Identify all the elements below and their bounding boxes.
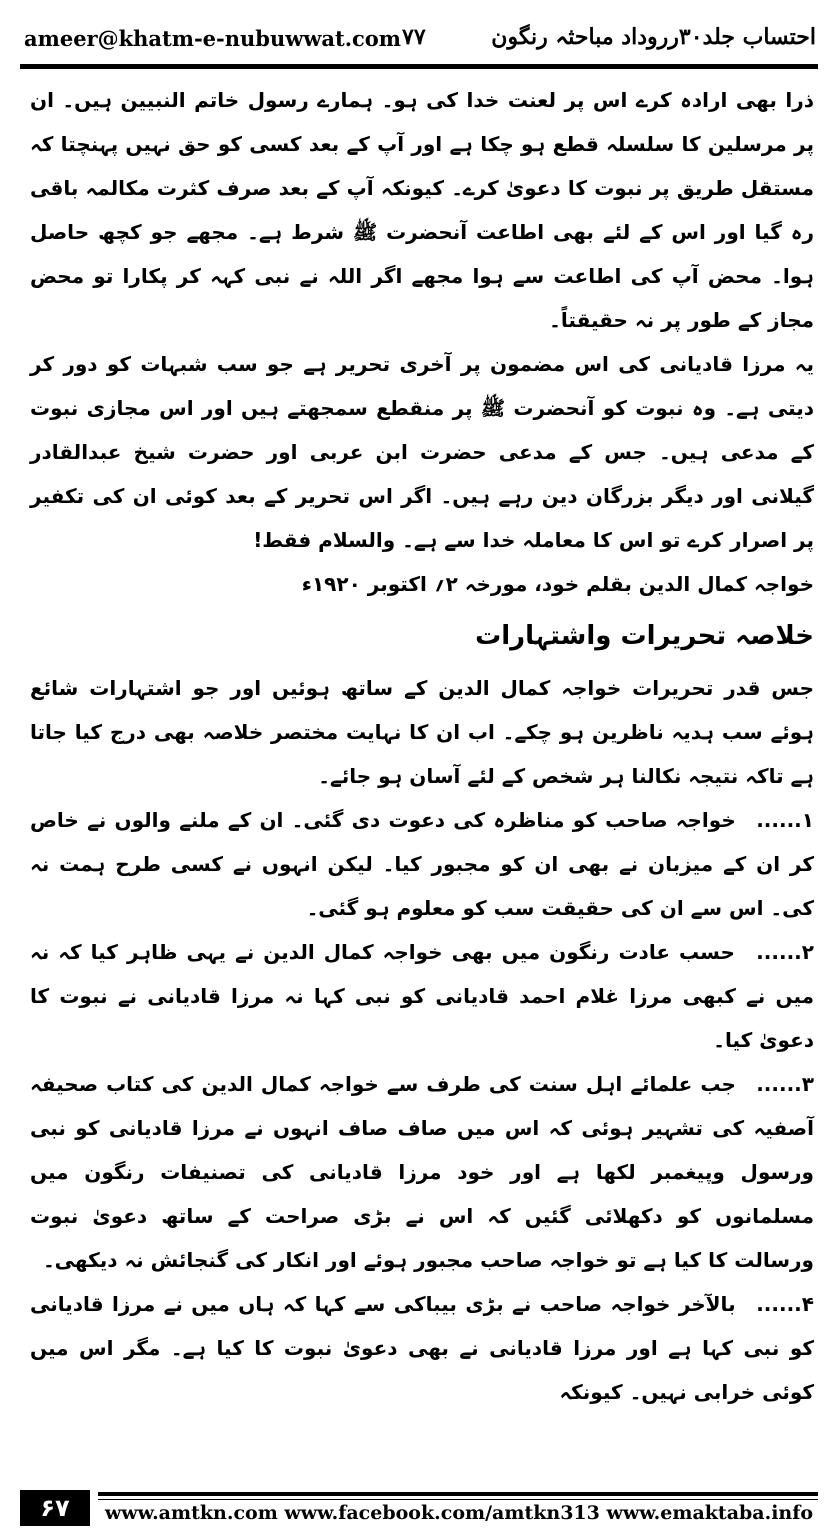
intro-paragraph: جس قدر تحریرات خواجہ کمال الدین کے ساتھ ہوئیں اور جو اشتہارات شائع ہوئے سب ہدیہ ناظرین ہو چکے۔ اب ان کا نہایت مختصر خلاصہ بھی درج کیا جاتا ہے تاکہ نتیجہ نکالنا ہر شخص کے لئے آسان ہو جائے۔: [30, 676, 814, 788]
paragraph: یہ مرزا قادیانی کی اس مضمون پر آخری تحریر ہے جو سب شبہات کو دور کر دیتی ہے۔ وہ نبوت کو آنحضرت ﷺ پر منقطع سمجھتے ہیں اور اس مجازی نبوت کے مدعی ہیں۔ جس کے مدعی حضرت ابن عربی اور حضرت شیخ عبدالقادر گیلانی اور دیگر بزرگان دین رہے ہیں۔ اگر اس تحریر کے بعد کوئی ان کی تکفیر پر اصرار کرے تو اس کا معاملہ خدا سے ہے۔ والسلام فقط!: [30, 352, 814, 552]
footer-page-number: ۶۷: [20, 1490, 90, 1526]
footer-rule-thin: [98, 1499, 818, 1500]
list-item: [30, 798, 814, 930]
item-text: خواجہ صاحب کو مناظرہ کی دعوت دی گئی۔ ان کے ملنے والوں نے خاص کر ان کے میزبان نے بھی ان کو مجبور کیا۔ لیکن انہوں نے کسی طرح ہمت نہ کی۔ اس سے ان کی حقیقت سب کو معلوم ہو گئی۔: [30, 808, 814, 920]
item-text: جب علمائے اہل سنت کی طرف سے خواجہ کمال الدین کی کتاب صحیفہ آصفیہ کی تشہیر ہوئی کہ اس میں صاف صاف انہوں نے مرزا قادیانی کو نبی ورسول وپیغمبر لکھا ہے اور خود مرزا قادیانی کی تصنیفات رنگون میں مسلمانوں کو دکھلائی گئیں کہ اس نے بڑی صراحت کے ساتھ دعویٰ نبوت ورسالت کا کیا ہے تو خواجہ صاحب مجبور ہوئے اور انکار کی گنجائش نہ دیکھی۔: [30, 1072, 814, 1272]
section-heading: خلاصہ تحریرات واشتہارات: [475, 621, 814, 651]
footer-links[interactable]: www.amtkn.com www.facebook.com/amtkn313 www.emaktaba.info: [104, 1502, 814, 1524]
header-rule: [20, 64, 818, 69]
header-page-number: ۷۷: [402, 24, 426, 50]
item-text: حسب عادت رنگون میں بھی خواجہ کمال الدین نے یہی ظاہر کیا کہ نہ میں نے کبھی مرزا غلام احمد قادیانی کو نبی کہا نہ مرزا قادیانی نے نبوت کا دعویٰ کیا۔: [30, 940, 814, 1052]
header-title: احتساب جلد۳۰رروداد مباحثہ رنگون: [491, 24, 816, 50]
item-number: ۴......: [756, 1292, 814, 1316]
item-text: بالآخر خواجہ صاحب نے بڑی بیباکی سے کہا کہ ہاں میں نے مرزا قادیانی کو نبی کہا ہے اور مرزا قادیانی نے بھی دعویٰ نبوت کا کیا ہے۔ مگر اس میں کوئی خرابی نہیں۔ کیونکہ: [30, 1292, 814, 1404]
signature-line: خواجہ کمال الدین بقلم خود، مورخہ ۲؍ اکتوبر ۱۹۲۰ء: [301, 572, 814, 596]
footer-rule: [98, 1492, 818, 1496]
header-email: ameer@khatm-e-nubuwwat.com: [24, 26, 402, 51]
item-number: ۳......: [756, 1072, 814, 1096]
item-number: ۱......: [756, 808, 814, 832]
paragraph: ذرا بھی ارادہ کرے اس پر لعنت خدا کی ہو۔ ہمارے رسول خاتم النبیین ہیں۔ ان پر مرسلین کا سلسلہ قطع ہو چکا ہے اور آپ کے بعد کسی کو حق نہیں پہنچتا کہ مستقل طریق پر نبوت کا دعویٰ کرے۔ کیونکہ آپ کے بعد صرف کثرت مکالمہ باقی رہ گیا اور اس کے لئے بھی اطاعت آنحضرت ﷺ شرط ہے۔ مجھے جو کچھ حاصل ہوا۔ محض آپ کی اطاعت سے ہوا مجھے اگر اللہ نے نبی کہہ کر پکارا تو محض مجاز کے طور پر نہ حقیقتاً۔: [30, 88, 814, 332]
page-header: [24, 18, 816, 58]
list-item: [30, 1062, 814, 1282]
page-body: [30, 78, 814, 1414]
item-number: ۲......: [756, 940, 814, 964]
list-item: [30, 1282, 814, 1414]
list-item: [30, 930, 814, 1062]
